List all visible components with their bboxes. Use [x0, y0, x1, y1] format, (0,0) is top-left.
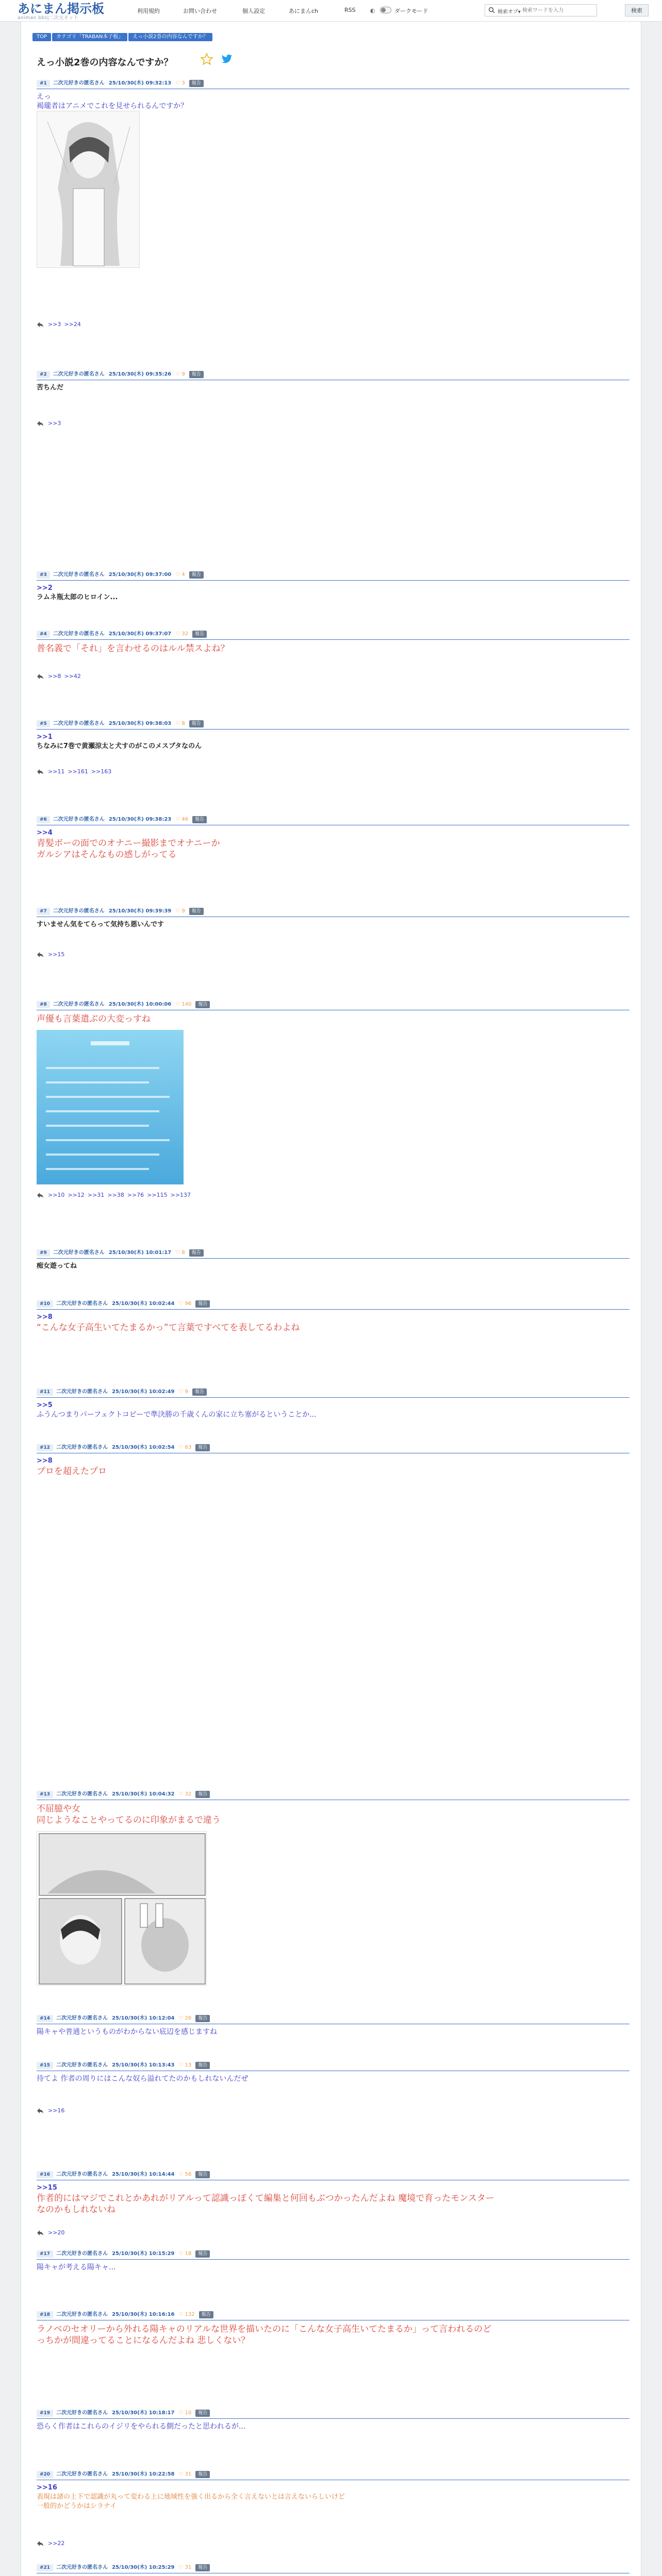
post [37, 1000, 630, 1198]
report-button[interactable]: 報告 [189, 720, 204, 727]
report-button[interactable]: 報告 [189, 908, 204, 915]
post-body [37, 917, 630, 929]
post-date: 25/10/30(木) 10:02:54 [112, 1445, 175, 1450]
search-input[interactable] [522, 6, 594, 14]
breadcrumb-top[interactable]: TOP [32, 33, 51, 41]
post-body [37, 1310, 630, 1333]
post-header [37, 79, 630, 89]
report-button[interactable]: 報告 [195, 1001, 210, 1008]
post [37, 1299, 630, 1402]
post-body [37, 2480, 630, 2511]
reply-link[interactable]: >>22 [48, 2540, 65, 2547]
dark-mode-icon: ◐ [370, 7, 375, 14]
reply-link[interactable]: >>24 [64, 321, 81, 328]
anchor-link[interactable]: >>16 [37, 2484, 57, 2492]
post-date: 25/10/30(木) 10:22:58 [112, 2471, 175, 2477]
poster-name: 二次元好きの匿名さん [53, 1250, 105, 1256]
post-body [37, 730, 630, 751]
post-number[interactable]: #17 [37, 2250, 53, 2258]
report-button[interactable]: 報告 [195, 2471, 210, 2478]
reply-bar [37, 673, 84, 680]
post-number[interactable]: #11 [37, 1388, 53, 1396]
nav-animanch[interactable]: あにまんch [289, 8, 319, 14]
report-button[interactable]: 報告 [195, 1444, 210, 1451]
post-number[interactable]: #1 [37, 80, 50, 87]
post-body [37, 1398, 630, 1419]
poster-name: 二次元好きの匿名さん [56, 1389, 108, 1395]
poster-name: 二次元好きの匿名さん [53, 572, 105, 578]
like-button[interactable]: ♡ 46 [175, 817, 189, 822]
post-text: ガルシアはそんなもの感しがってる [37, 850, 177, 860]
like-button[interactable]: ♡ 13 [178, 2062, 192, 2068]
post [37, 2310, 630, 2413]
post-text: 表現は諸の上下で認識が丸って変わる上に地域性を強く出るから全く言えないとは言えないらしいけど [37, 2493, 345, 2501]
search-button[interactable]: 検索 [625, 4, 649, 16]
like-button[interactable]: ♡ 3 [175, 80, 185, 86]
post-text: すいません気をてらって気持ち悪いんです [37, 921, 164, 928]
post-header [37, 2563, 630, 2573]
post-header [37, 570, 630, 581]
post-number[interactable]: #10 [37, 1300, 53, 1308]
anchor-link[interactable]: >>8 [37, 1313, 53, 1321]
post-header [37, 2249, 630, 2260]
reply-bar [37, 1192, 194, 1198]
post-text: ふうんつまりパーフェクトコピーで準決勝の千歳くんの家に立ち塞がるということか... [37, 1411, 317, 1419]
post [37, 2470, 630, 2573]
post-body [37, 2024, 630, 2037]
post-number[interactable]: #14 [37, 2015, 53, 2022]
post [37, 1443, 630, 1546]
post-number[interactable]: #5 [37, 720, 50, 727]
thread-title: えっ小説2巻の内容なんですか？ [37, 57, 173, 68]
post-text: 苦ちんだ [37, 384, 64, 392]
post-date: 25/10/30(木) 09:39:39 [108, 908, 172, 914]
poster-name: 二次元好きの匿名さん [56, 1445, 108, 1450]
report-button[interactable]: 報告 [195, 2564, 210, 2571]
favorite-star-icon[interactable] [200, 53, 213, 66]
reply-link[interactable]: >>12 [68, 1192, 85, 1198]
post-header [37, 1443, 630, 1453]
anchor-link[interactable]: >>4 [37, 829, 53, 837]
post [37, 370, 630, 473]
reply-icon[interactable] [37, 1192, 44, 1198]
post-date: 25/10/30(木) 09:38:03 [108, 721, 172, 726]
reply-link[interactable]: >>3 [48, 420, 61, 427]
post-body [37, 640, 630, 654]
poster-name: 二次元好きの匿名さん [56, 2015, 108, 2021]
post-header [37, 2310, 630, 2320]
main-column [21, 22, 641, 2576]
post-date: 25/10/30(木) 10:12:04 [112, 2015, 175, 2021]
anchor-link[interactable]: >>15 [37, 2184, 57, 2192]
post-date: 25/10/30(木) 09:37:07 [108, 631, 172, 637]
breadcrumb-category[interactable]: カテゴリ「TRABAN本子板」 [52, 33, 127, 41]
poster-name: 二次元好きの匿名さん [53, 908, 105, 914]
post-date: 25/10/30(木) 10:16:16 [112, 2312, 175, 2317]
like-button[interactable]: ♡ 8 [175, 1250, 185, 1256]
logo-subtitle: animan bbs|二次元ネット [18, 15, 79, 21]
post-body [37, 2419, 630, 2431]
post-image[interactable] [37, 111, 140, 268]
report-button[interactable]: 報告 [195, 1791, 210, 1798]
like-button[interactable]: ♡ 56 [178, 2172, 192, 2177]
reply-bar [37, 2229, 68, 2236]
poster-name: 二次元好きの匿名さん [56, 2312, 108, 2317]
anchor-link[interactable]: >>1 [37, 733, 53, 741]
report-button[interactable]: 報告 [192, 1388, 207, 1396]
post-date: 25/10/30(木) 09:37:00 [108, 572, 172, 578]
post-header [37, 907, 630, 917]
reply-link[interactable]: >>11 [48, 768, 65, 775]
report-button[interactable]: 報告 [189, 571, 204, 579]
like-button[interactable]: ♡ 31 [178, 2565, 192, 2570]
report-button[interactable]: 報告 [195, 2171, 210, 2178]
poster-name: 二次元好きの匿名さん [53, 80, 105, 86]
post-text: 同じようなことやってるのに印象がまるで違う [37, 1815, 221, 1825]
poster-name: 二次元好きの匿名さん [53, 721, 105, 726]
post-number[interactable]: #2 [37, 371, 50, 378]
poster-name: 二次元好きの匿名さん [56, 2251, 108, 2257]
post-body [37, 1010, 630, 1025]
poster-name: 二次元好きの匿名さん [56, 2410, 108, 2416]
report-button[interactable]: 報告 [195, 2062, 210, 2069]
manga-girl-image [37, 111, 140, 268]
post-body [37, 2573, 630, 2576]
post-number[interactable]: #7 [37, 908, 50, 915]
post-text: 一般的かどうかはシラナイ [37, 2502, 117, 2510]
reply-bar [37, 951, 68, 958]
like-button[interactable]: ♡ 4 [175, 572, 185, 578]
post-body [37, 581, 630, 602]
post [37, 2563, 630, 2576]
post-image[interactable] [37, 1831, 207, 1986]
post-header [37, 2061, 630, 2071]
post [37, 907, 630, 1010]
post-date: 25/10/30(木) 10:04:32 [112, 1791, 175, 1797]
report-button[interactable]: 報告 [192, 631, 207, 638]
like-button[interactable]: ♡ 8 [175, 721, 185, 726]
reply-icon[interactable] [37, 952, 44, 958]
report-button[interactable]: 報告 [199, 2311, 213, 2318]
report-button[interactable]: 報告 [189, 371, 204, 378]
reply-link[interactable]: >>76 [127, 1192, 144, 1198]
like-button[interactable]: ♡ 9 [178, 1389, 189, 1395]
reply-link[interactable]: >>20 [48, 2229, 65, 2236]
like-button[interactable]: ♡ 32 [178, 1791, 192, 1797]
post-text: ラノベのセオリーから外れる陽キャのリアルな世界を描いたのに「こんな女子高生いてたまるか」って言われるのど [37, 2324, 492, 2334]
reply-link[interactable]: >>16 [48, 2107, 65, 2114]
reply-link[interactable]: >>42 [64, 673, 81, 680]
post-image[interactable] [37, 1030, 184, 1184]
search-box [485, 4, 597, 16]
post-text: えっ [37, 93, 51, 101]
poster-name: 二次元好きの匿名さん [56, 2062, 108, 2068]
search-option-select[interactable]: 検索オプ▾ [498, 9, 521, 15]
post-body [37, 2320, 630, 2346]
post-body [37, 2180, 630, 2215]
reply-icon[interactable] [37, 2230, 44, 2236]
breadcrumb-thread[interactable]: えっ小説2巻の内容なんですか？ [128, 33, 212, 41]
breadcrumb [32, 30, 213, 39]
post-number[interactable]: #4 [37, 631, 50, 638]
post [37, 815, 630, 918]
post-text: 青髪ボーの面でのオナニー撮影までオナニーか [37, 838, 220, 849]
post-date: 25/10/30(木) 10:13:43 [112, 2062, 175, 2068]
like-button[interactable]: ♡ 132 [178, 2312, 195, 2317]
like-button[interactable]: ♡ 18 [178, 2251, 192, 2257]
post [37, 79, 630, 328]
post-header [37, 719, 630, 730]
post-text: 褐瓏者はアニメでこれを見せられるんですか？ [37, 102, 188, 110]
search-icon [488, 7, 495, 13]
post-number[interactable]: #18 [37, 2311, 53, 2318]
post-number[interactable]: #13 [37, 1791, 53, 1798]
poster-name: 二次元好きの匿名さん [56, 2172, 108, 2177]
post-date: 25/10/30(木) 09:35:26 [108, 371, 172, 377]
post-header [37, 2409, 630, 2419]
like-button[interactable]: ♡ 32 [175, 631, 189, 637]
report-button[interactable]: 報告 [195, 1300, 210, 1308]
post-text: 待てよ 作者の周りにはこんな奴ら溢れてたのかもしれないんだぜ [37, 2075, 249, 2083]
post-text: ラムネ瓶太郎のヒロイン... [37, 594, 118, 601]
post-header [37, 1248, 630, 1259]
post-date: 25/10/30(木) 10:14:44 [112, 2172, 175, 2177]
reply-link[interactable]: >>161 [68, 768, 88, 775]
site-logo[interactable] [18, 2, 104, 21]
post-date: 25/10/30(木) 10:18:17 [112, 2410, 175, 2416]
nav-rss[interactable]: RSS [344, 7, 356, 13]
post-text: 声優も言葉遣ぶの大変っすね [37, 1014, 151, 1024]
header-bar [0, 0, 662, 22]
like-button[interactable]: ♡ 140 [175, 1002, 192, 1007]
post-number[interactable]: #12 [37, 1444, 53, 1451]
poster-name: 二次元好きの匿名さん [53, 1002, 105, 1007]
post-header [37, 1790, 630, 1800]
post-date: 25/10/30(木) 09:32:13 [108, 80, 172, 86]
post-number[interactable]: #16 [37, 2171, 53, 2178]
reply-bar [37, 420, 64, 427]
report-button[interactable]: 報告 [192, 816, 207, 823]
post-text: 陽キャが考える陽キャ... [37, 2263, 116, 2272]
post-number[interactable]: #21 [37, 2564, 53, 2571]
post-text: 痴女遊ってね [37, 1262, 77, 1270]
report-button[interactable]: 報告 [195, 2410, 210, 2417]
post-date: 25/10/30(木) 10:15:29 [112, 2251, 175, 2257]
post-date: 25/10/30(木) 10:01:17 [108, 1250, 172, 1256]
report-button[interactable]: 報告 [195, 2015, 210, 2022]
post-date: 25/10/30(木) 10:00:06 [108, 1002, 172, 1007]
twitter-icon[interactable] [221, 54, 233, 64]
reply-link[interactable]: >>8 [48, 673, 61, 680]
post-header [37, 815, 630, 825]
reply-icon[interactable] [37, 420, 44, 427]
post-date: 25/10/30(木) 10:02:44 [112, 1301, 175, 1307]
notice-image [37, 1030, 184, 1184]
report-button[interactable]: 報告 [189, 80, 204, 87]
post-body [37, 1259, 630, 1271]
reply-bar [37, 321, 84, 328]
reply-link[interactable]: >>137 [170, 1192, 191, 1198]
reply-link[interactable]: >>31 [87, 1192, 105, 1198]
anchor-link[interactable]: >>5 [37, 1401, 53, 1409]
dark-mode-toggle[interactable] [380, 7, 391, 13]
anchor-link[interactable]: >>2 [37, 584, 53, 592]
nav-settings[interactable]: 個人設定 [242, 8, 265, 14]
poster-name: 二次元好きの匿名さん [56, 1301, 108, 1307]
post-text: なのかもしれないね [37, 2205, 115, 2215]
post-header [37, 2470, 630, 2480]
nav-terms[interactable]: 利用規約 [137, 8, 160, 14]
reply-bar [37, 2107, 68, 2114]
post-body [37, 2260, 630, 2272]
reply-link[interactable]: >>15 [48, 951, 65, 958]
reply-icon[interactable] [37, 769, 44, 775]
reply-link[interactable]: >>115 [147, 1192, 168, 1198]
poster-name: 二次元好きの匿名さん [56, 1791, 108, 1797]
reply-icon[interactable] [37, 2108, 44, 2114]
post-date: 25/10/30(木) 10:25:29 [112, 2565, 175, 2570]
reply-bar [37, 2540, 68, 2547]
like-button[interactable]: ♡ 26 [178, 2015, 192, 2021]
anchor-link[interactable]: >>8 [37, 1457, 53, 1465]
report-button[interactable]: 報告 [189, 1249, 204, 1257]
like-button[interactable]: ♡ 9 [175, 371, 185, 377]
post [37, 719, 630, 822]
post-header [37, 1000, 630, 1010]
post-number[interactable]: #6 [37, 816, 50, 823]
reply-icon[interactable] [37, 673, 44, 680]
nav-contact[interactable]: お問い合わせ [183, 8, 217, 14]
reply-icon[interactable] [37, 321, 44, 328]
manga-panel-image [37, 1832, 207, 1986]
post-text: ちなみに7巻で黄瀬涼太と犬すのがこのメスブタなのん [37, 742, 202, 750]
poster-name: 二次元好きの匿名さん [53, 371, 105, 377]
poster-name: 二次元好きの匿名さん [53, 817, 105, 822]
post-text: 陽キャや普通というものがわからない底辺を感じますね [37, 2028, 217, 2036]
reply-link[interactable]: >>3 [48, 321, 61, 328]
post [37, 2061, 630, 2164]
like-button[interactable]: ♡ 10 [178, 2410, 192, 2416]
post-body [37, 2071, 630, 2083]
post-date: 25/10/30(木) 09:38:23 [108, 817, 172, 822]
post-header [37, 370, 630, 380]
logo-title: あにまん掲示板 [18, 2, 104, 16]
post-number[interactable]: #15 [37, 2062, 53, 2069]
post-text: っちかが間違ってることになるんだよね 悲しくない？ [37, 2335, 250, 2346]
post-text: 恐らく作者はこれらのイジリをやられる側だったと思われるが... [37, 2422, 246, 2431]
post [37, 1790, 630, 1893]
post-text: 普名義で「それ」を言わせるのはルル禁スよね？ [37, 643, 229, 654]
post-text: 作者的にはマジでこれとかあれがリアルって認識っぽくて編集と何回もぶつかったんだよね 魔境で育ったモンスター [37, 2193, 494, 2204]
post-number[interactable]: #9 [37, 1249, 50, 1257]
dark-mode-label: ダークモード [394, 8, 428, 14]
reply-link[interactable]: >>10 [48, 1192, 65, 1198]
post-text: “こんな女子高生いてたまるかっ”て言葉ですべてを表してるわよね [37, 1323, 300, 1333]
poster-name: 二次元好きの匿名さん [56, 2471, 108, 2477]
post-body [37, 825, 630, 860]
post-number[interactable]: #19 [37, 2410, 53, 2417]
like-button[interactable]: ♡ 96 [178, 1301, 192, 1307]
post-date: 25/10/30(木) 10:02:49 [112, 1389, 175, 1395]
post-text: 不屈臆や女 [37, 1804, 80, 1814]
post-header [37, 1299, 630, 1310]
report-button[interactable]: 報告 [195, 2250, 210, 2258]
post-body [37, 1453, 630, 1477]
post-header [37, 2014, 630, 2024]
post-text: プロを超えたプロ [37, 1466, 107, 1477]
post-number[interactable]: #20 [37, 2471, 53, 2478]
reply-link[interactable]: >>38 [107, 1192, 124, 1198]
post-number[interactable]: #8 [37, 1001, 50, 1008]
post-header [37, 2170, 630, 2180]
reply-link[interactable]: >>163 [91, 768, 112, 775]
like-button[interactable]: ♡ 63 [178, 1445, 192, 1450]
poster-name: 二次元好きの匿名さん [56, 2565, 108, 2570]
like-button[interactable]: ♡ 9 [175, 908, 185, 914]
reply-icon[interactable] [37, 2540, 44, 2547]
post-body [37, 380, 630, 393]
poster-name: 二次元好きの匿名さん [53, 631, 105, 637]
post-body [37, 89, 630, 111]
post-body [37, 1800, 630, 1826]
reply-bar [37, 768, 114, 775]
post-number[interactable]: #3 [37, 571, 50, 579]
post-header [37, 630, 630, 640]
like-button[interactable]: ♡ 31 [178, 2471, 192, 2477]
post-header [37, 1387, 630, 1398]
post [37, 630, 630, 733]
